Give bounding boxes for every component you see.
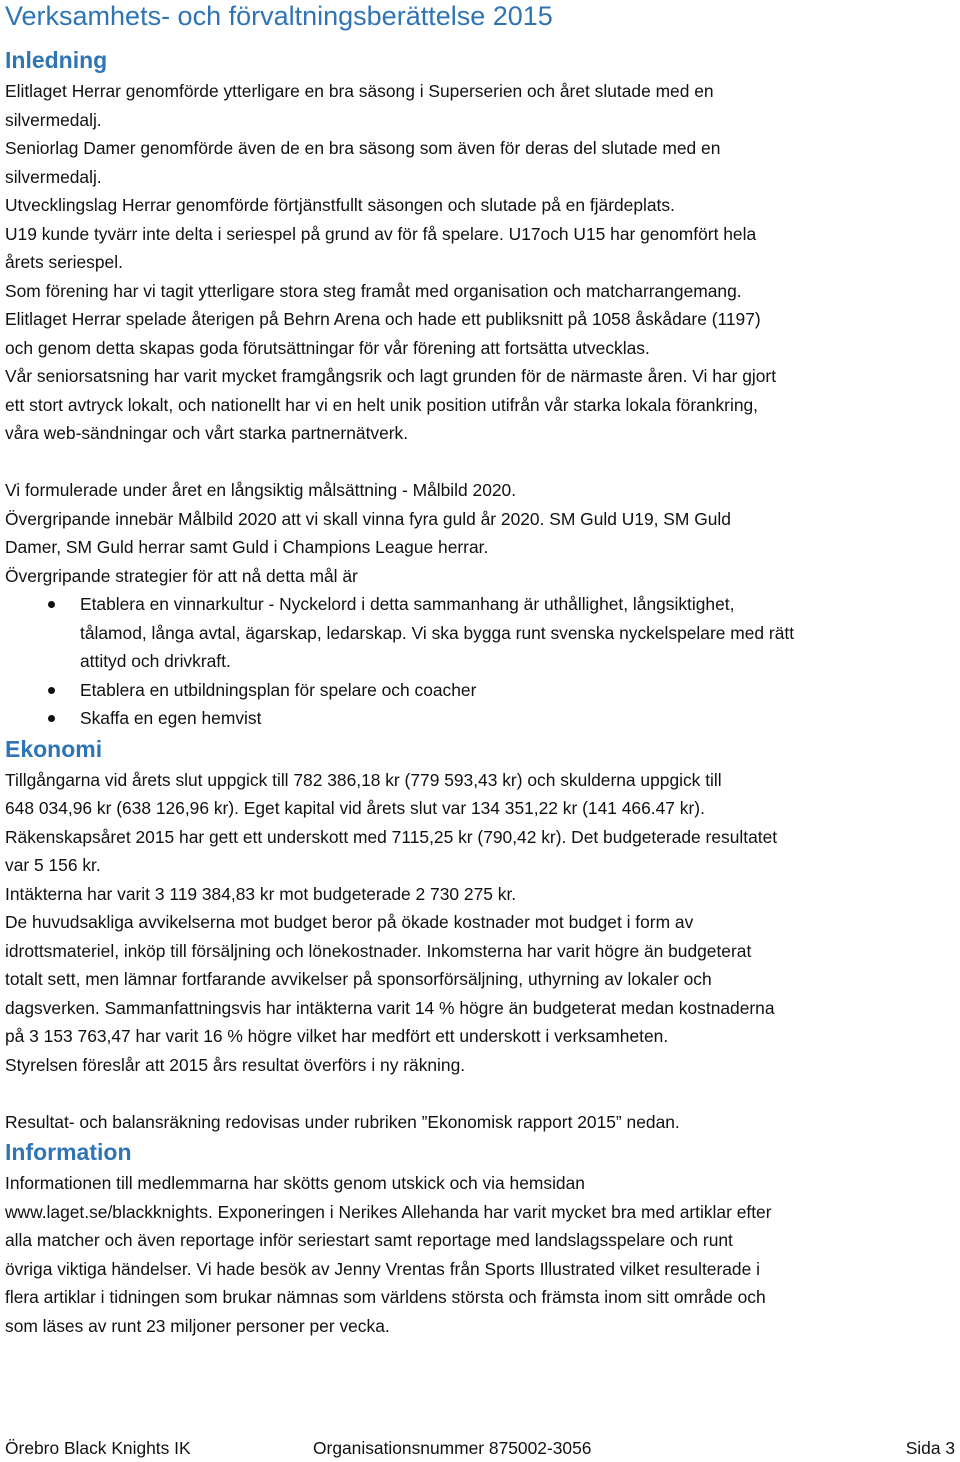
list-item [5,676,955,705]
heading-ekonomi: Ekonomi [5,735,103,762]
paragraph-line: var 5 156 kr. [5,855,101,875]
list-item-line: Etablera en utbildningsplan för spelare och coacher [80,679,477,700]
paragraph-line: Elitlaget Herrar genomförde ytterligare en bra säsong i Superserien och året slutade med en [5,81,714,101]
paragraph-line: silvermedalj. [5,109,102,130]
paragraph-line: silvermedalj. [5,166,102,187]
section-inledning [5,77,955,733]
paragraph-line: Intäkterna har varit 3 119 384,83 kr mot budgeterade 2 730 275 kr. [5,883,517,904]
blank-line [5,1079,955,1108]
heading-information: Information [5,1139,132,1165]
section-information [5,1169,955,1340]
paragraph-line: Övergripande strategier för att nå detta mål är [5,565,358,586]
paragraph-line: Informationen till medlemmarna har skötts genom utskick och via hemsidan [5,1173,585,1193]
paragraph-line: Styrelsen föreslår att 2015 års resultat överförs i ny räkning. [5,1054,466,1075]
paragraph-line: Räkenskapsåret 2015 har gett ett underskott med 7115,25 kr (790,42 kr). Det budgeterade resultatet [5,826,778,847]
list-item-line: attityd och drivkraft. [80,651,231,671]
list-item [5,704,955,733]
paragraph-line: De huvudsakliga avvikelserna mot budget beror på ökade kostnader mot budget i form av [5,912,694,932]
bullet-icon [48,687,55,694]
paragraph-line: Elitlaget Herrar spelade återigen på Behrn Arena och hade ett publiksnitt på 1058 åskådare (1197) [5,309,761,329]
paragraph-line: Övergripande innebär Målbild 2020 att vi skall vinna fyra guld år 2020. SM Guld U19, SM Guld [5,508,731,529]
footer-page-number: Sida 3 [905,1438,955,1458]
paragraph-line: idrottsmateriel, inköp till försäljning och lönekostnader. Inkomsterna har varit högre än budgeterat [5,940,752,961]
paragraph-line: flera artiklar i tidningen som brukar nämnas som världens största och främsta inom sitt område och [5,1287,766,1307]
paragraph-line: övriga viktiga händelser. Vi hade besök av Jenny Vrentas från Sports Illustrated vilket resulterade i [5,1258,760,1279]
paragraph-line: årets seriespel. [5,252,123,272]
paragraph-line: Vi formulerade under året en långsiktig målsättning - Målbild 2020. [5,480,517,500]
blank-line [5,448,955,477]
list-item-line: Skaffa en egen hemvist [80,708,262,728]
strategy-list [5,590,955,733]
document-title: Verksamhets- och förvaltningsberättelse 2015 [5,1,553,31]
footer-organization: Örebro Black Knights IK [5,1438,191,1458]
paragraph-line: www.laget.se/blackknights. Exponeringen i Nerikes Allehanda har varit mycket bra med artiklar efter [5,1201,772,1222]
bullet-icon [48,715,55,722]
paragraph-line: dagsverken. Sammanfattningsvis har intäkterna varit 14 % högre än budgeterat medan kostnaderna [5,997,775,1018]
paragraph-line: Resultat- och balansräkning redovisas under rubriken ”Ekonomisk rapport 2015” nedan. [5,1111,680,1132]
heading-inledning: Inledning [5,47,108,73]
list-item-line: Etablera en vinnarkultur - Nyckelord i detta sammanhang är uthållighet, långsiktighet, [80,594,735,614]
list-item-line: tålamod, långa avtal, ägarskap, ledarskap. Vi ska bygga runt svenska nyckelspelare med rätt [80,622,795,643]
paragraph-line: våra web-sändningar och vårt starka partnernätverk. [5,423,409,443]
paragraph-line: U19 kunde tyvärr inte delta i seriespel på grund av för få spelare. U17och U15 har genomfört hela [5,223,757,244]
paragraph-line: Som förening har vi tagit ytterligare stora steg framåt med organisation och matcharrangemang. [5,280,742,301]
paragraph-line: 648 034,96 kr (638 126,96 kr). Eget kapital vid årets slut var 134 351,22 kr (141 466.47 kr). [5,798,705,818]
section-ekonomi [5,766,955,1137]
bullet-icon [48,601,55,608]
paragraph-line: Utvecklingslag Herrar genomförde förtjänstfullt säsongen och slutade på en fjärdeplats. [5,195,675,215]
paragraph-line: som läses av runt 23 miljoner personer per vecka. [5,1315,390,1336]
paragraph-line: på 3 153 763,47 har varit 16 % högre vilket har medfört ett underskott i verksamheten. [5,1026,669,1046]
paragraph-line: och genom detta skapas goda förutsättningar för vår förening att fortsätta utvecklas. [5,337,650,358]
paragraph-line: Vår seniorsatsning har varit mycket framgångsrik och lagt grunden för de närmaste åren. Vi har gjort [5,366,777,386]
paragraph-line: alla matcher och även reportage inför seriestart samt reportage med landslagsspelare och runt [5,1230,733,1250]
paragraph-line: Damer, SM Guld herrar samt Guld i Champions League herrar. [5,537,489,557]
list-item [5,590,955,676]
paragraph-line: totalt sett, men lämnar fortfarande avvikelser på sponsorförsäljning, uthyrning av lokaler och [5,969,712,989]
paragraph-line: Tillgångarna vid årets slut uppgick till 782 386,18 kr (779 593,43 kr) och skulderna uppgick till [5,769,722,790]
document-page [5,0,955,1340]
paragraph-line: Seniorlag Damer genomförde även de en bra säsong som även för deras del slutade med en [5,138,721,158]
footer-org-number: Organisationsnummer 875002-3056 [313,1438,592,1458]
paragraph-line: ett stort avtryck lokalt, och nationellt har vi en helt unik position utifrån vår starka lokala förankring, [5,394,758,415]
